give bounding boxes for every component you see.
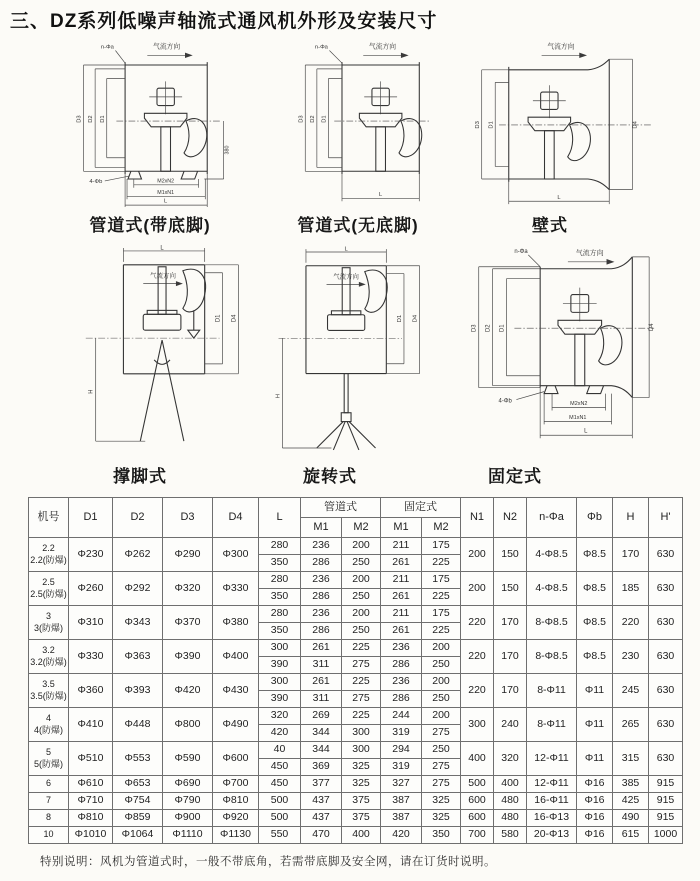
table-cell: 630 (649, 742, 683, 776)
table-cell: 2.2 2.2(防爆) (29, 538, 69, 572)
table-cell: 275 (422, 759, 461, 776)
table-cell: 325 (342, 776, 381, 793)
table-cell: 420 (259, 725, 301, 742)
table-cell: Φ553 (113, 742, 163, 776)
table-cell: 245 (613, 674, 649, 708)
table-cell: Φ310 (69, 606, 113, 640)
table-cell: 400 (461, 742, 494, 776)
table-cell: 286 (301, 555, 342, 572)
table-cell: Φ16 (577, 810, 613, 827)
table-cell: 8-Φ8.5 (527, 640, 577, 674)
footnote: 特别说明：风机为管道式时，一般不带底角，若需带底脚及安全网，请在订货时说明。 (40, 856, 496, 868)
table-cell: Φ11 (577, 742, 613, 776)
table-row (29, 640, 683, 657)
table-cell: 236 (381, 674, 422, 691)
table-cell: 20-Φ13 (527, 827, 577, 844)
dim-label-l: L (160, 245, 164, 252)
table-cell: Φ363 (113, 640, 163, 674)
table-cell: 500 (259, 810, 301, 827)
col-header-d2: D2 (113, 498, 163, 538)
dim-label-h: H (275, 393, 282, 399)
table-row (29, 538, 683, 555)
airflow-label: 气流方向 (547, 43, 575, 51)
table-cell: 200 (461, 572, 494, 606)
table-cell: Φ262 (113, 538, 163, 572)
table-cell: 490 (613, 810, 649, 827)
table-cell: 10 (29, 827, 69, 844)
table-row (29, 776, 683, 793)
table-cell: 390 (259, 657, 301, 674)
table-cell: Φ393 (113, 674, 163, 708)
table-cell: Φ260 (69, 572, 113, 606)
table-cell: Φ230 (69, 538, 113, 572)
table-cell: 200 (422, 640, 461, 657)
table-cell: 250 (342, 555, 381, 572)
table-cell: 915 (649, 776, 683, 793)
table-cell: Φ290 (163, 538, 213, 572)
col-header-h: H (613, 498, 649, 538)
col-header-n1: N1 (461, 498, 494, 538)
dim-label-d2: D2 (88, 115, 95, 123)
table-cell: Φ8.5 (577, 572, 613, 606)
table-cell: 630 (649, 674, 683, 708)
table-cell: 275 (342, 657, 381, 674)
table-cell: 300 (259, 640, 301, 657)
table-cell: 630 (649, 606, 683, 640)
dim-label-m1n1: M1xN1 (157, 189, 175, 196)
table-cell: 344 (301, 742, 342, 759)
table-cell: 236 (381, 640, 422, 657)
table-cell: 280 (259, 572, 301, 589)
table-cell: 261 (381, 555, 422, 572)
table-cell: 630 (649, 572, 683, 606)
table-cell: 425 (613, 793, 649, 810)
table-cell: 915 (649, 810, 683, 827)
table-cell: 319 (381, 725, 422, 742)
diagram-fixed-type (440, 243, 675, 459)
table-cell: 630 (649, 538, 683, 572)
caption-rotary: 旋转式 (303, 467, 357, 486)
table-cell: Φ8.5 (577, 538, 613, 572)
table-cell: 244 (381, 708, 422, 725)
diagram-wall-type (448, 36, 670, 208)
table-cell: 225 (422, 555, 461, 572)
col-header-n2: N2 (494, 498, 527, 538)
table-cell: 185 (613, 572, 649, 606)
table-cell: Φ653 (113, 776, 163, 793)
dim-label-380: 380 (224, 145, 231, 155)
table-cell: 294 (381, 742, 422, 759)
table-cell: 400 (342, 827, 381, 844)
table-cell: 220 (461, 674, 494, 708)
table-cell: 300 (342, 725, 381, 742)
dim-label-d1: D1 (321, 115, 328, 123)
table-cell: 400 (494, 776, 527, 793)
table-cell: 8 (29, 810, 69, 827)
table-cell: 6 (29, 776, 69, 793)
diagram-support-foot-type (55, 243, 285, 459)
table-cell: 230 (613, 640, 649, 674)
table-cell: 319 (381, 759, 422, 776)
table-cell: Φ11 (577, 708, 613, 742)
table-cell: 225 (342, 708, 381, 725)
table-cell: 250 (422, 691, 461, 708)
table-cell: 325 (342, 759, 381, 776)
dim-label-m2n2: M2xN2 (157, 178, 175, 185)
table-cell: Φ400 (213, 640, 259, 674)
table-cell: 170 (613, 538, 649, 572)
table-cell: 211 (381, 572, 422, 589)
bolt-hole-label: n-Φa (314, 44, 328, 51)
table-cell: Φ292 (113, 572, 163, 606)
table-cell: Φ370 (163, 606, 213, 640)
dim-label-l: L (379, 191, 383, 198)
table-cell: 300 (259, 674, 301, 691)
caption-fixed: 固定式 (488, 467, 542, 486)
col-header-fixed-m1: M1 (381, 518, 422, 538)
table-cell: 550 (259, 827, 301, 844)
table-cell: 8-Φ11 (527, 708, 577, 742)
table-cell: 225 (422, 589, 461, 606)
table-cell: 175 (422, 538, 461, 555)
table-cell: Φ700 (213, 776, 259, 793)
table-cell: Φ800 (163, 708, 213, 742)
table-cell: 915 (649, 793, 683, 810)
table-cell: 170 (494, 640, 527, 674)
table-cell: 225 (342, 640, 381, 657)
table-cell: 250 (422, 742, 461, 759)
table-cell: 236 (301, 538, 342, 555)
caption-wall-type: 壁式 (532, 216, 568, 235)
table-cell: Φ11 (577, 674, 613, 708)
airflow-label: 气流方向 (575, 249, 604, 257)
table-cell: Φ330 (213, 572, 259, 606)
dim-label-d4: D4 (649, 323, 656, 332)
table-cell: 220 (461, 606, 494, 640)
table-cell: 275 (422, 776, 461, 793)
table-cell: 8-Φ8.5 (527, 606, 577, 640)
table-cell: 387 (381, 793, 422, 810)
airflow-label: 气流方向 (150, 272, 176, 280)
caption-duct-with-feet: 管道式(带底脚) (89, 216, 211, 235)
table-cell: 320 (259, 708, 301, 725)
table-row (29, 606, 683, 623)
table-cell: Φ920 (213, 810, 259, 827)
table-cell: 420 (381, 827, 422, 844)
table-cell: 280 (259, 606, 301, 623)
table-body (29, 538, 683, 844)
caption-duct-no-feet: 管道式(无底脚) (297, 216, 419, 235)
table-cell: 200 (422, 708, 461, 725)
table-cell: Φ859 (113, 810, 163, 827)
table-cell: 3 3(防爆) (29, 606, 69, 640)
dim-label-d1: D1 (215, 314, 222, 323)
table-cell: 480 (494, 810, 527, 827)
dim-label-m1n1: M1xN1 (569, 414, 587, 421)
table-cell: 12-Φ11 (527, 776, 577, 793)
table-cell: 16-Φ11 (527, 793, 577, 810)
table-row (29, 793, 683, 810)
table-row (29, 708, 683, 725)
table-cell: Φ510 (69, 742, 113, 776)
table-cell: Φ610 (69, 776, 113, 793)
table-cell: Φ380 (213, 606, 259, 640)
dim-label-l: L (344, 246, 348, 253)
table-cell: Φ900 (163, 810, 213, 827)
dim-label-d1: D1 (499, 324, 506, 333)
table-cell: 500 (461, 776, 494, 793)
table-row (29, 827, 683, 844)
col-header-duct-m2: M2 (342, 518, 381, 538)
table-cell: 211 (381, 606, 422, 623)
table-cell: 450 (259, 759, 301, 776)
col-header-nfa: n-Φa (527, 498, 577, 538)
table-cell: 150 (494, 572, 527, 606)
col-header-fb: Φb (577, 498, 613, 538)
table-cell: 240 (494, 708, 527, 742)
table-cell: Φ8.5 (577, 606, 613, 640)
col-header-d1: D1 (69, 498, 113, 538)
table-cell: 375 (342, 793, 381, 810)
table-cell: 375 (342, 810, 381, 827)
table-cell: 630 (649, 708, 683, 742)
table-cell: 170 (494, 674, 527, 708)
table-cell: 437 (301, 793, 342, 810)
table-cell: 225 (422, 623, 461, 640)
dim-label-d3: D3 (298, 115, 305, 123)
table-cell: 220 (461, 640, 494, 674)
table-cell: 450 (259, 776, 301, 793)
table-cell: 200 (422, 674, 461, 691)
dimension-table (28, 497, 683, 844)
table-cell: 261 (381, 623, 422, 640)
table-cell: 175 (422, 606, 461, 623)
table-cell: 630 (649, 640, 683, 674)
dim-label-m2n2: M2xN2 (570, 401, 588, 407)
table-cell: Φ590 (163, 742, 213, 776)
table-cell: 12-Φ11 (527, 742, 577, 776)
table-cell: Φ8.5 (577, 640, 613, 674)
dim-label-d2: D2 (309, 115, 316, 123)
table-cell: 385 (613, 776, 649, 793)
dim-label-d3: D3 (76, 115, 83, 123)
table-row (29, 572, 683, 589)
table-header (29, 498, 683, 538)
table-cell: 3.2 3.2(防爆) (29, 640, 69, 674)
caption-support-foot: 撑脚式 (113, 467, 167, 486)
dim-label-d2: D2 (485, 324, 492, 333)
table-cell: 275 (342, 691, 381, 708)
table-cell: 480 (494, 793, 527, 810)
table-row (29, 742, 683, 759)
table-cell: 170 (494, 606, 527, 640)
table-cell: 220 (613, 606, 649, 640)
dim-label-d4: D4 (412, 314, 419, 323)
table-cell: 211 (381, 538, 422, 555)
table-cell: 1000 (649, 827, 683, 844)
table-cell: 250 (342, 589, 381, 606)
table-cell: 700 (461, 827, 494, 844)
table-cell: 16-Φ13 (527, 810, 577, 827)
table-cell: 2.5 2.5(防爆) (29, 572, 69, 606)
foot-bolt-label: 4-Φb (498, 398, 512, 405)
table-cell: 311 (301, 691, 342, 708)
table-cell: Φ1110 (163, 827, 213, 844)
table-cell: 311 (301, 657, 342, 674)
table-cell: 325 (422, 810, 461, 827)
bolt-hole-label: n-Φa (100, 44, 114, 51)
table-cell: Φ16 (577, 776, 613, 793)
table-cell: Φ790 (163, 793, 213, 810)
table-row (29, 810, 683, 827)
table-cell: 470 (301, 827, 342, 844)
table-cell: Φ330 (69, 640, 113, 674)
table-cell: 300 (342, 742, 381, 759)
table-cell: 4-Φ8.5 (527, 572, 577, 606)
table-cell: 600 (461, 810, 494, 827)
table-cell: Φ600 (213, 742, 259, 776)
foot-bolt-label: 4-Φb (89, 178, 103, 185)
table-cell: 200 (342, 572, 381, 589)
table-cell: 269 (301, 708, 342, 725)
diagram-duct-with-feet (28, 36, 256, 208)
page-title: 三、DZ系列低噪声轴流式通风机外形及安装尺寸 (10, 11, 438, 32)
table-cell: 4-Φ8.5 (527, 538, 577, 572)
table-cell: 236 (301, 606, 342, 623)
dim-label-l: L (164, 198, 168, 205)
table-cell: 261 (381, 589, 422, 606)
table-cell: 7 (29, 793, 69, 810)
airflow-label: 气流方向 (153, 43, 181, 51)
table-cell: 300 (461, 708, 494, 742)
table-cell: Φ430 (213, 674, 259, 708)
table-cell: 325 (422, 793, 461, 810)
table-cell: 200 (461, 538, 494, 572)
table-cell: 280 (259, 538, 301, 555)
table-cell: 3.5 3.5(防爆) (29, 674, 69, 708)
col-header-d4: D4 (213, 498, 259, 538)
table-cell: 387 (381, 810, 422, 827)
col-group-fixed: 固定式 (381, 498, 461, 518)
table-cell: 250 (422, 657, 461, 674)
table-cell: Φ1130 (213, 827, 259, 844)
table-cell: 327 (381, 776, 422, 793)
table-cell: 200 (342, 606, 381, 623)
table-cell: Φ690 (163, 776, 213, 793)
table-cell: 250 (342, 623, 381, 640)
table-cell: Φ16 (577, 827, 613, 844)
dim-label-d1: D1 (397, 314, 404, 323)
table-cell: Φ343 (113, 606, 163, 640)
table-cell: 500 (259, 793, 301, 810)
table-cell: Φ754 (113, 793, 163, 810)
col-header-duct-m1: M1 (301, 518, 342, 538)
table-cell: 4 4(防爆) (29, 708, 69, 742)
table-cell: 320 (494, 742, 527, 776)
table-cell: 286 (381, 691, 422, 708)
diagram-rotary-type (255, 243, 451, 459)
table-cell: 265 (613, 708, 649, 742)
table-cell: Φ390 (163, 640, 213, 674)
dim-label-d4: D4 (632, 121, 639, 129)
dim-label-d1: D1 (99, 115, 106, 123)
table-cell: Φ710 (69, 793, 113, 810)
table-cell: 369 (301, 759, 342, 776)
table-cell: Φ320 (163, 572, 213, 606)
table-cell: 261 (301, 674, 342, 691)
table-cell: 236 (301, 572, 342, 589)
table-cell: 40 (259, 742, 301, 759)
dim-label-l: L (557, 194, 561, 201)
table-cell: 615 (613, 827, 649, 844)
diagram-duct-no-feet (262, 36, 450, 208)
table-cell: 286 (301, 623, 342, 640)
airflow-label: 气流方向 (333, 273, 359, 281)
table-cell: 600 (461, 793, 494, 810)
dim-label-d3: D3 (471, 324, 478, 333)
table-cell: 225 (342, 674, 381, 691)
table-cell: 315 (613, 742, 649, 776)
table-cell: Φ490 (213, 708, 259, 742)
table-cell: Φ360 (69, 674, 113, 708)
table-cell: 5 5(防爆) (29, 742, 69, 776)
table-cell: Φ1064 (113, 827, 163, 844)
col-header-d3: D3 (163, 498, 213, 538)
table-cell: 261 (301, 640, 342, 657)
table-row (29, 674, 683, 691)
table-cell: 150 (494, 538, 527, 572)
table-cell: Φ810 (213, 793, 259, 810)
table-cell: Φ448 (113, 708, 163, 742)
table-cell: 350 (259, 623, 301, 640)
table-cell: 350 (259, 589, 301, 606)
table-cell: 8-Φ11 (527, 674, 577, 708)
col-header-jihao: 机号 (29, 498, 69, 538)
table-cell: Φ420 (163, 674, 213, 708)
col-header-hp: H' (649, 498, 683, 538)
dim-label-d1: D1 (488, 121, 495, 129)
table-cell: Φ16 (577, 793, 613, 810)
table-cell: 390 (259, 691, 301, 708)
table-cell: 286 (301, 589, 342, 606)
table-cell: 286 (381, 657, 422, 674)
table-cell: 437 (301, 810, 342, 827)
table-cell: Φ810 (69, 810, 113, 827)
table-cell: Φ1010 (69, 827, 113, 844)
table-cell: 377 (301, 776, 342, 793)
bolt-hole-label: n-Φa (514, 248, 528, 255)
airflow-label: 气流方向 (369, 43, 397, 51)
col-group-duct: 管道式 (301, 498, 381, 518)
table-cell: 350 (422, 827, 461, 844)
dim-label-d3: D3 (474, 121, 481, 129)
table-cell: 175 (422, 572, 461, 589)
table-cell: 580 (494, 827, 527, 844)
dim-label-h: H (88, 389, 95, 394)
table-cell: 350 (259, 555, 301, 572)
dim-label-d4: D4 (231, 314, 238, 323)
table-cell: Φ410 (69, 708, 113, 742)
col-header-l: L (259, 498, 301, 538)
table-cell: 275 (422, 725, 461, 742)
table-cell: 344 (301, 725, 342, 742)
col-header-fixed-m2: M2 (422, 518, 461, 538)
dim-label-l: L (584, 428, 588, 435)
table-cell: 200 (342, 538, 381, 555)
table-cell: Φ300 (213, 538, 259, 572)
